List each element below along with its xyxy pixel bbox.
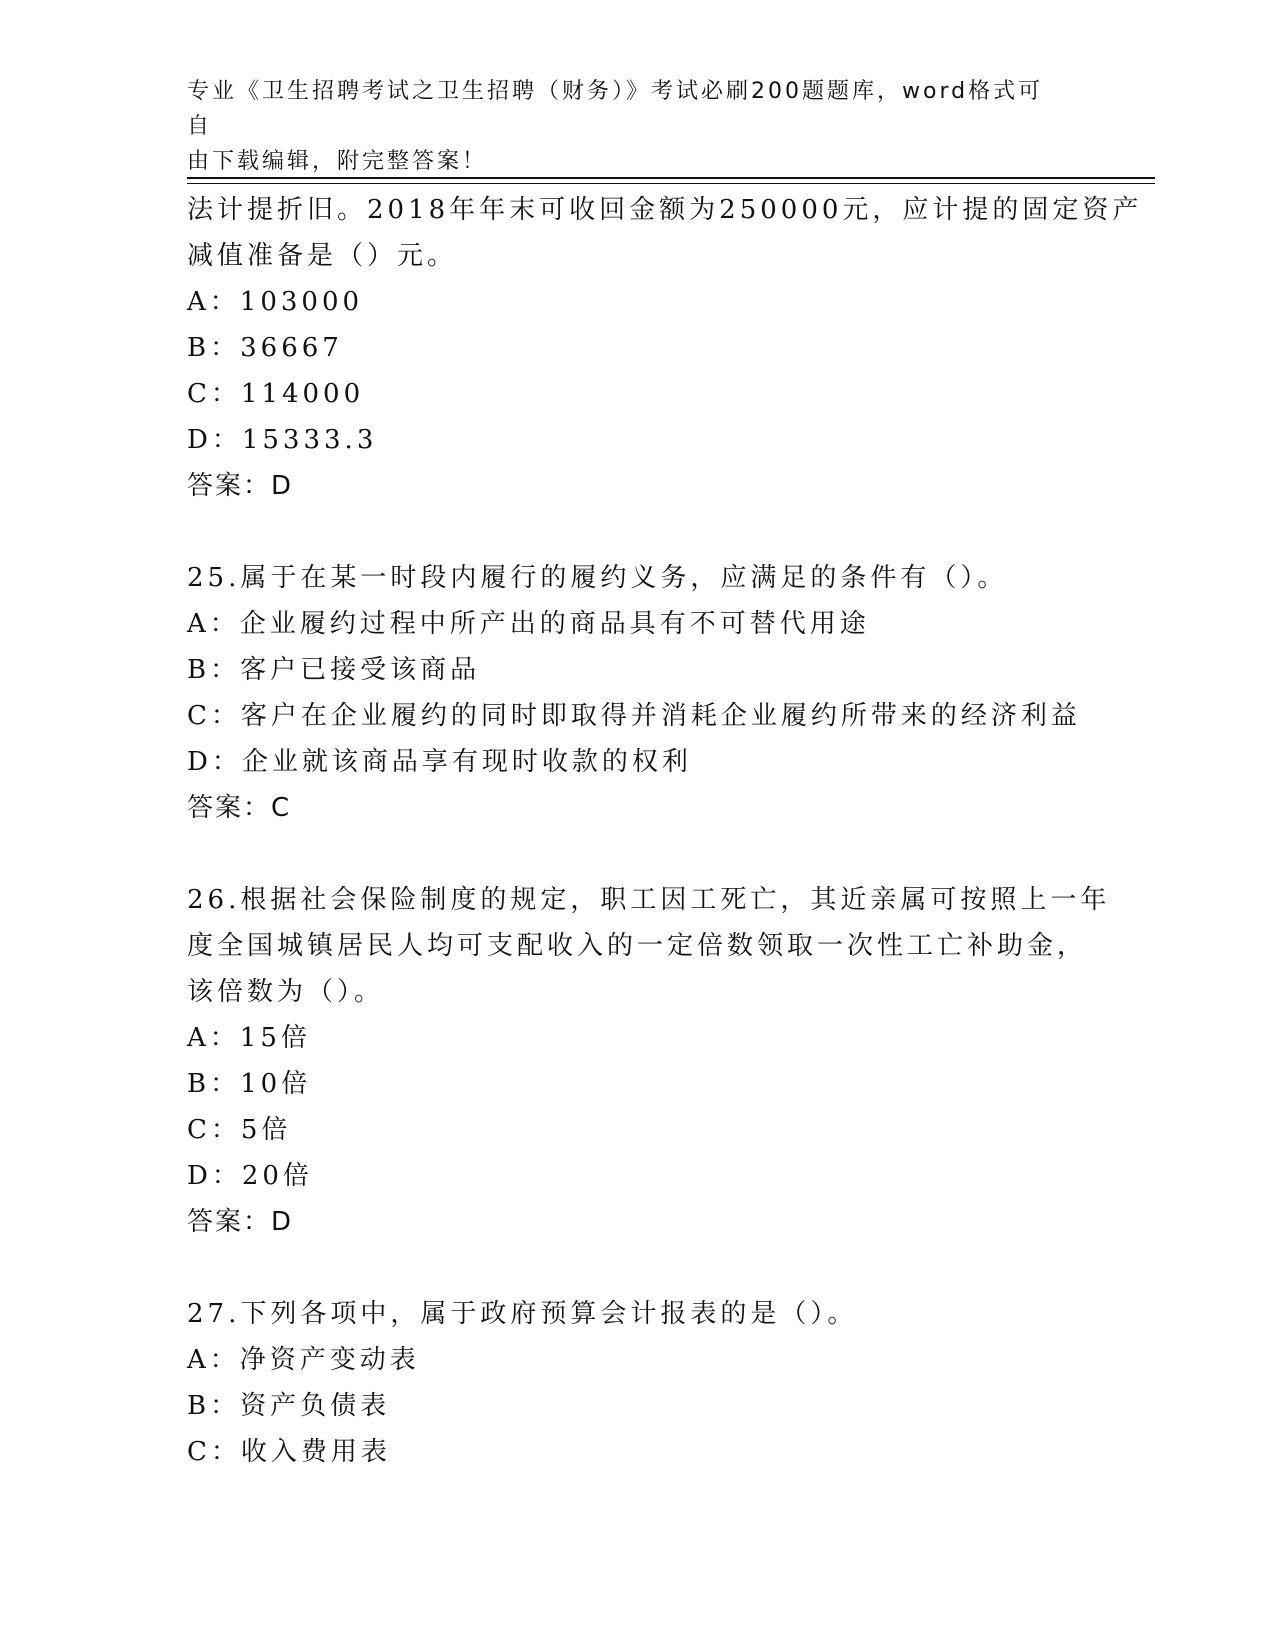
option-d: D：20倍 (187, 1161, 313, 1191)
option-c: C：客户在企业履约的同时即取得并消耗企业履约所带来的经济利益 (187, 701, 1081, 731)
question-24 (187, 187, 1143, 509)
option-c: C：5倍 (187, 1115, 292, 1145)
answer-line: 答案：D (187, 471, 294, 501)
option-d: D：15333.3 (187, 425, 378, 455)
question-stem: 法计提折旧。2018年年末可收回金额为250000元，应计提的固定资产 (187, 195, 1143, 225)
option-a: A：15倍 (187, 1023, 311, 1053)
question-stem: 度全国城镇居民人均可支配收入的一定倍数领取一次性工亡补助金， (187, 931, 1088, 961)
option-d: D：企业就该商品享有现时收款的权利 (187, 747, 692, 777)
header-line-2: 由下载编辑，附完整答案！ (187, 149, 488, 174)
header-divider-thick (187, 177, 1155, 179)
option-b: B：10倍 (187, 1069, 312, 1099)
question-stem: 该倍数为（）。 (187, 977, 385, 1007)
question-stem: 减值准备是（）元。 (187, 241, 458, 271)
answer-line: 答案：D (187, 1207, 294, 1237)
option-b: B：客户已接受该商品 (187, 655, 481, 685)
document-header (187, 74, 1067, 179)
spacer (187, 1245, 1107, 1291)
question-stem: 27.下列各项中，属于政府预算会计报表的是（）。 (187, 1299, 858, 1329)
header-line-1: 专业《卫生招聘考试之卫生招聘（财务）》考试必刷200题题库，word格式可自 (187, 79, 1044, 139)
question-25 (187, 555, 1107, 831)
option-a: A：净资产变动表 (187, 1345, 420, 1375)
spacer (187, 831, 1107, 877)
question-stem: 25.属于在某一时段内履行的履约义务，应满足的条件有（）。 (187, 563, 1008, 593)
question-list (187, 187, 1143, 1475)
question-27 (187, 1291, 1107, 1475)
question-stem: 26.根据社会保险制度的规定，职工因工死亡，其近亲属可按照上一年 (187, 885, 1111, 915)
header-divider-thin (187, 183, 1155, 184)
option-c: C：收入费用表 (187, 1437, 391, 1467)
spacer (187, 509, 1107, 555)
option-b: B：资产负债表 (187, 1391, 391, 1421)
option-a: A：103000 (187, 287, 364, 317)
option-b: B：36667 (187, 333, 343, 363)
answer-line: 答案：C (187, 793, 292, 823)
question-26 (187, 877, 1111, 1245)
option-a: A：企业履约过程中所产出的商品具有不可替代用途 (187, 609, 870, 639)
option-c: C：114000 (187, 379, 365, 409)
